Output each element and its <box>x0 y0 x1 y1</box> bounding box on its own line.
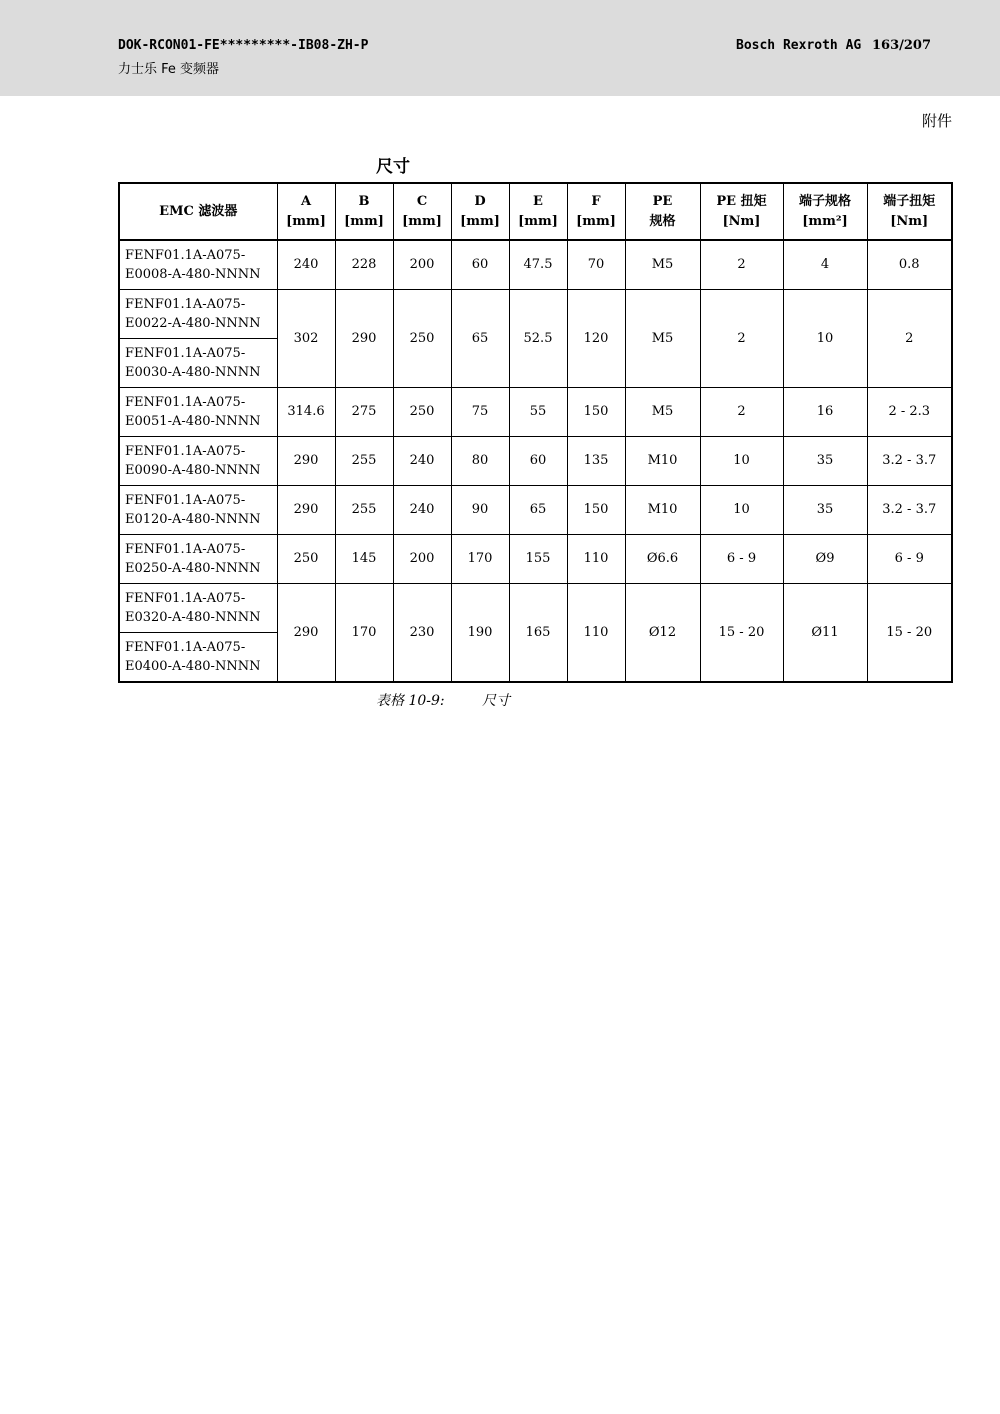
model-line: E0400-A-480-NNNN <box>125 659 261 674</box>
table-row <box>119 290 952 339</box>
value-cell: 15 - 20 <box>867 584 952 683</box>
value-cell: 275 <box>335 388 393 437</box>
model-line: FENF01.1A-A075- <box>125 395 246 410</box>
value-cell: 35 <box>783 486 867 535</box>
value-cell: 75 <box>451 388 509 437</box>
section-name: 附件 <box>921 112 952 130</box>
col-header-label: PE <box>652 193 673 209</box>
value-cell: 250 <box>393 388 451 437</box>
value-cell: 255 <box>335 486 393 535</box>
table-row <box>119 240 952 290</box>
value-cell: 80 <box>451 437 509 486</box>
col-header-terminal-spec <box>783 183 867 240</box>
col-header-label: D <box>474 193 486 209</box>
col-header-unit: [mm] <box>576 213 616 229</box>
value-cell: 170 <box>335 584 393 683</box>
value-cell: 2 <box>867 290 952 388</box>
table-row <box>119 486 952 535</box>
col-header-label: E <box>533 193 543 209</box>
col-header-unit: [Nm] <box>722 213 761 229</box>
value-cell: 290 <box>335 290 393 388</box>
model-line: E0120-A-480-NNNN <box>125 512 261 527</box>
model-line: FENF01.1A-A075- <box>125 444 246 459</box>
col-header-label: PE 扭矩 <box>716 193 767 209</box>
value-cell: 60 <box>509 437 567 486</box>
value-cell: M5 <box>625 290 700 388</box>
page-number: 163/207 <box>872 38 932 53</box>
model-line: FENF01.1A-A075- <box>125 640 246 655</box>
table-row <box>119 437 952 486</box>
value-cell: 240 <box>393 437 451 486</box>
value-cell: 2 <box>700 240 783 290</box>
model-cell <box>119 584 277 633</box>
value-cell: 4 <box>783 240 867 290</box>
model-cell <box>119 437 277 486</box>
value-cell: M5 <box>625 388 700 437</box>
col-header-label: EMC 滤波器 <box>159 203 238 219</box>
value-cell: 6 - 9 <box>700 535 783 584</box>
model-line: E0022-A-480-NNNN <box>125 316 261 331</box>
value-cell: 55 <box>509 388 567 437</box>
value-cell: 290 <box>277 486 335 535</box>
company-name: Bosch Rexroth AG <box>736 38 862 53</box>
model-line: FENF01.1A-A075- <box>125 591 246 606</box>
model-line: FENF01.1A-A075- <box>125 248 246 263</box>
model-cell <box>119 290 277 339</box>
col-header-unit: [mm] <box>460 213 500 229</box>
model-line: E0051-A-480-NNNN <box>125 414 261 429</box>
value-cell: 0.8 <box>867 240 952 290</box>
value-cell: 15 - 20 <box>700 584 783 683</box>
value-cell: 6 - 9 <box>867 535 952 584</box>
col-header-f <box>567 183 625 240</box>
caption-text: 尺寸 <box>482 693 510 709</box>
col-header-pe-torque <box>700 183 783 240</box>
value-cell: 70 <box>567 240 625 290</box>
product-name: 力士乐 Fe 变频器 <box>118 62 220 77</box>
col-header-unit: 规格 <box>649 213 676 229</box>
model-line: FENF01.1A-A075- <box>125 297 246 312</box>
model-line: E0320-A-480-NNNN <box>125 610 261 625</box>
col-header-label: 端子扭矩 <box>883 193 936 209</box>
value-cell: M10 <box>625 437 700 486</box>
col-header-label: F <box>591 193 601 209</box>
value-cell: 290 <box>277 584 335 683</box>
model-line: FENF01.1A-A075- <box>125 542 246 557</box>
value-cell: Ø6.6 <box>625 535 700 584</box>
value-cell: 302 <box>277 290 335 388</box>
value-cell: 10 <box>700 437 783 486</box>
value-cell: 65 <box>451 290 509 388</box>
table-row <box>119 584 952 633</box>
document-code: DOK-RCON01-FE*********-IB08-ZH-P <box>118 38 369 53</box>
value-cell: 65 <box>509 486 567 535</box>
col-header-d <box>451 183 509 240</box>
col-header-b <box>335 183 393 240</box>
value-cell: 110 <box>567 584 625 683</box>
model-line: FENF01.1A-A075- <box>125 346 246 361</box>
col-header-filter <box>119 183 277 240</box>
value-cell: 230 <box>393 584 451 683</box>
value-cell: 155 <box>509 535 567 584</box>
value-cell: 3.2 - 3.7 <box>867 486 952 535</box>
value-cell: 165 <box>509 584 567 683</box>
model-line: E0090-A-480-NNNN <box>125 463 261 478</box>
col-header-c <box>393 183 451 240</box>
col-header-label: C <box>416 193 428 209</box>
caption-label: 表格 10-9: <box>376 693 445 709</box>
value-cell: 150 <box>567 486 625 535</box>
value-cell: Ø9 <box>783 535 867 584</box>
value-cell: 190 <box>451 584 509 683</box>
value-cell: 170 <box>451 535 509 584</box>
col-header-label: A <box>300 193 312 209</box>
model-cell <box>119 486 277 535</box>
table-row <box>119 535 952 584</box>
table-title: 尺寸 <box>376 157 410 177</box>
col-header-label: 端子规格 <box>798 193 851 209</box>
value-cell: 200 <box>393 240 451 290</box>
value-cell: 150 <box>567 388 625 437</box>
value-cell: 250 <box>393 290 451 388</box>
value-cell: M10 <box>625 486 700 535</box>
col-header-pe-spec <box>625 183 700 240</box>
value-cell: 250 <box>277 535 335 584</box>
col-header-e <box>509 183 567 240</box>
value-cell: 47.5 <box>509 240 567 290</box>
value-cell: 240 <box>393 486 451 535</box>
col-header-unit: [Nm] <box>890 213 929 229</box>
col-header-unit: [mm] <box>344 213 384 229</box>
table-caption <box>376 690 510 710</box>
model-cell <box>119 240 277 290</box>
col-header-label: B <box>358 193 370 209</box>
value-cell: 60 <box>451 240 509 290</box>
col-header-a <box>277 183 335 240</box>
value-cell: 314.6 <box>277 388 335 437</box>
dimensions-table <box>118 182 953 683</box>
model-line: FENF01.1A-A075- <box>125 493 246 508</box>
model-cell <box>119 535 277 584</box>
value-cell: 2 <box>700 290 783 388</box>
col-header-unit: [mm] <box>402 213 442 229</box>
model-line: E0030-A-480-NNNN <box>125 365 261 380</box>
value-cell: 240 <box>277 240 335 290</box>
value-cell: 52.5 <box>509 290 567 388</box>
value-cell: 200 <box>393 535 451 584</box>
value-cell: 255 <box>335 437 393 486</box>
value-cell: 35 <box>783 437 867 486</box>
value-cell: Ø12 <box>625 584 700 683</box>
model-cell <box>119 339 277 388</box>
value-cell: 3.2 - 3.7 <box>867 437 952 486</box>
value-cell: 2 - 2.3 <box>867 388 952 437</box>
value-cell: 2 <box>700 388 783 437</box>
value-cell: 290 <box>277 437 335 486</box>
value-cell: M5 <box>625 240 700 290</box>
value-cell: 228 <box>335 240 393 290</box>
model-line: E0250-A-480-NNNN <box>125 561 261 576</box>
value-cell: 135 <box>567 437 625 486</box>
value-cell: 90 <box>451 486 509 535</box>
value-cell: 110 <box>567 535 625 584</box>
table-header-row <box>119 183 952 240</box>
col-header-unit: [mm²] <box>802 213 848 229</box>
model-line: E0008-A-480-NNNN <box>125 267 261 282</box>
value-cell: 10 <box>700 486 783 535</box>
model-cell <box>119 388 277 437</box>
col-header-unit: [mm] <box>518 213 558 229</box>
value-cell: Ø11 <box>783 584 867 683</box>
col-header-terminal-torque <box>867 183 952 240</box>
value-cell: 145 <box>335 535 393 584</box>
col-header-unit: [mm] <box>286 213 326 229</box>
value-cell: 120 <box>567 290 625 388</box>
value-cell: 10 <box>783 290 867 388</box>
value-cell: 16 <box>783 388 867 437</box>
table-row <box>119 388 952 437</box>
model-cell <box>119 633 277 683</box>
